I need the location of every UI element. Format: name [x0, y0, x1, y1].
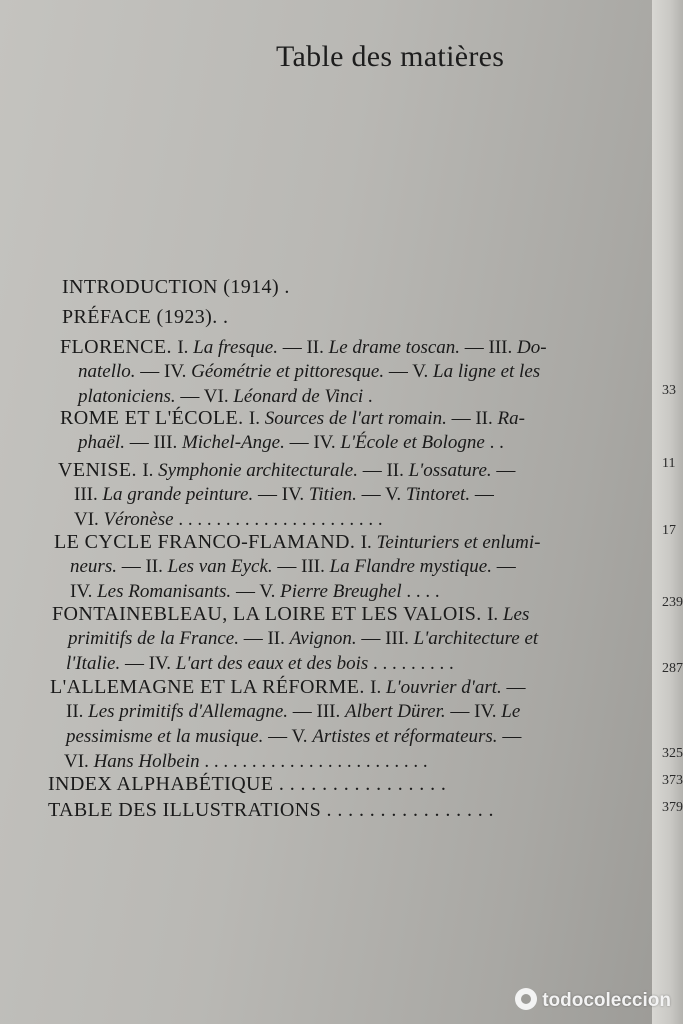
toc-text: Artistes et réformateurs.: [312, 726, 498, 747]
page-number: 379: [662, 800, 683, 815]
toc-entry-line: [48, 798, 494, 823]
toc-text: VI.: [74, 509, 104, 530]
toc-text: . . . . . . . . . . . . . . . . . . . . . .: [173, 509, 383, 530]
toc-text: — II.: [446, 408, 498, 429]
toc-text: — VI.: [175, 386, 234, 407]
toc-text: . . . . . . . . .: [368, 653, 454, 674]
toc-text: L'ouvrier d'art.: [385, 677, 502, 698]
page-title: Table des matières: [276, 40, 505, 73]
toc-text: pessimisme et la musique.: [66, 726, 264, 747]
page-number: 33: [662, 383, 676, 398]
toc-text: Le: [501, 701, 521, 722]
toc-text: Géométrie et pittoresque.: [191, 361, 385, 382]
toc-entry-line: [78, 360, 540, 384]
toc-text: — IV.: [253, 484, 309, 505]
toc-text: — II.: [357, 460, 409, 481]
toc-entry-line: [62, 275, 290, 300]
toc-text: III.: [74, 484, 103, 505]
toc-text: Avignon.: [289, 628, 357, 649]
page-number: 17: [662, 523, 676, 538]
toc-text: La fresque.: [193, 337, 278, 358]
toc-text: —: [491, 556, 516, 577]
toc-text: .: [363, 386, 373, 407]
toc-text: ROME ET L'ÉCOLE.: [60, 407, 249, 429]
toc-text: INDEX ALPHABÉTIQUE . . . . . . . . . . . . . . . .: [48, 773, 447, 795]
toc-text: . . . .: [401, 581, 440, 602]
toc-text: La ligne et les: [433, 361, 541, 382]
toc-text: — II.: [238, 628, 290, 649]
toc-text: FONTAINEBLEAU, LA LOIRE ET LES VALOIS.: [52, 603, 488, 625]
toc-text: — IV.: [445, 701, 502, 722]
toc-text: Les Romanisants.: [97, 581, 232, 602]
page-number: 287: [662, 661, 683, 676]
toc-text: Albert Dürer.: [345, 701, 446, 722]
toc-text: —: [470, 484, 494, 505]
toc-text: primitifs de la France.: [68, 628, 239, 649]
toc-text: — III.: [288, 701, 346, 722]
toc-text: — III.: [460, 337, 518, 358]
toc-text: — IV.: [135, 361, 192, 382]
toc-text: INTRODUCTION (1914) .: [62, 276, 290, 298]
toc-text: Les: [502, 604, 530, 625]
page-number: 373: [662, 773, 683, 788]
toc-text: I.: [360, 532, 377, 553]
toc-text: VI.: [64, 751, 94, 772]
toc-text: II.: [66, 701, 89, 722]
toc-text: LE CYCLE FRANCO-FLAMAND.: [54, 531, 361, 553]
toc-entry-line: [58, 458, 515, 483]
toc-text: phaël.: [78, 432, 125, 453]
toc-entry-line: [66, 725, 521, 749]
toc-text: — II.: [116, 556, 168, 577]
toc-text: — III.: [272, 556, 330, 577]
toc-text: VENISE.: [58, 459, 143, 481]
toc-text: Teinturiers et enlumi-: [376, 532, 541, 553]
toc-text: L'École et Bologne: [340, 432, 485, 453]
toc-text: — V.: [263, 726, 313, 747]
toc-text: — V.: [231, 581, 281, 602]
toc-text: I.: [370, 677, 386, 698]
watermark-logo-icon: [515, 988, 537, 1010]
toc-text: Do-: [517, 337, 547, 358]
toc-text: L'ALLEMAGNE ET LA RÉFORME.: [50, 676, 371, 698]
toc-text: I.: [142, 460, 159, 481]
page-number: 325: [662, 746, 683, 761]
toc-text: I.: [487, 604, 503, 625]
toc-text: I.: [248, 408, 265, 429]
toc-text: Titien.: [308, 484, 357, 505]
toc-text: Les primitifs d'Allemagne.: [88, 701, 289, 722]
toc-text: Hans Holbein: [93, 751, 200, 772]
toc-text: neurs.: [70, 556, 117, 577]
page-number: 239: [662, 595, 683, 610]
toc-text: L'art des eaux et des bois: [175, 653, 369, 674]
toc-entry-line: [48, 772, 446, 797]
toc-text: Symphonie architecturale.: [158, 460, 358, 481]
toc-text: IV.: [70, 581, 98, 602]
toc-text: — III.: [124, 432, 182, 453]
toc-entry-line: [52, 602, 529, 627]
toc-text: Les van Eyck.: [167, 556, 273, 577]
toc-text: Michel-Ange.: [181, 432, 285, 453]
toc-entry-line: [54, 530, 540, 555]
toc-text: La Flandre mystique.: [329, 556, 492, 577]
toc-entry-line: [64, 750, 428, 774]
toc-text: platoniciens.: [78, 386, 176, 407]
toc-text: l'Italie.: [66, 653, 121, 674]
toc-text: —: [501, 677, 526, 698]
toc-entry-line: [78, 431, 504, 455]
toc-entry-line: [68, 627, 538, 651]
watermark-text: todocoleccion: [542, 990, 671, 1011]
toc-entry-line: [60, 335, 547, 360]
toc-entry-line: [50, 675, 526, 700]
toc-text: Le drame toscan.: [328, 337, 461, 358]
toc-text: — V.: [384, 361, 434, 382]
toc-text: . . . . . . . . . . . . . . . . . . . . . . . .: [199, 751, 428, 772]
toc-entry-line: [60, 406, 525, 431]
toc-text: I.: [177, 337, 194, 358]
toc-entry-line: [70, 555, 516, 579]
toc-entry-line: [62, 305, 228, 330]
toc-text: L'architecture et: [413, 628, 539, 649]
toc-text: Tintoret.: [405, 484, 471, 505]
toc-text: Pierre Breughel: [280, 581, 402, 602]
toc-text: — IV.: [284, 432, 341, 453]
toc-text: Ra-: [497, 408, 525, 429]
toc-text: TABLE DES ILLUSTRATIONS . . . . . . . . . . . . . . . .: [48, 799, 494, 821]
toc-text: PRÉFACE (1923). .: [62, 306, 229, 328]
page-number: 11: [662, 456, 676, 471]
toc-entry-line: [66, 652, 454, 676]
toc-text: . .: [484, 432, 504, 453]
toc-text: natello.: [78, 361, 136, 382]
toc-entry-line: [74, 483, 494, 507]
toc-text: — IV.: [120, 653, 176, 674]
toc-text: Sources de l'art romain.: [264, 408, 447, 429]
toc-text: Léonard de Vinci: [233, 386, 364, 407]
toc-text: — II.: [277, 337, 329, 358]
toc-text: — V.: [356, 484, 406, 505]
toc-text: —: [491, 460, 516, 481]
toc-text: La grande peinture.: [102, 484, 254, 505]
toc-text: —: [497, 726, 522, 747]
toc-text: Véronèse: [103, 509, 174, 530]
watermark: [515, 988, 671, 1012]
toc-entry-line: [74, 508, 383, 532]
toc-text: FLORENCE.: [60, 336, 178, 358]
toc-entry-line: [66, 700, 520, 724]
toc-text: — III.: [356, 628, 414, 649]
toc-entry-line: [70, 580, 440, 604]
toc-text: L'ossature.: [408, 460, 492, 481]
